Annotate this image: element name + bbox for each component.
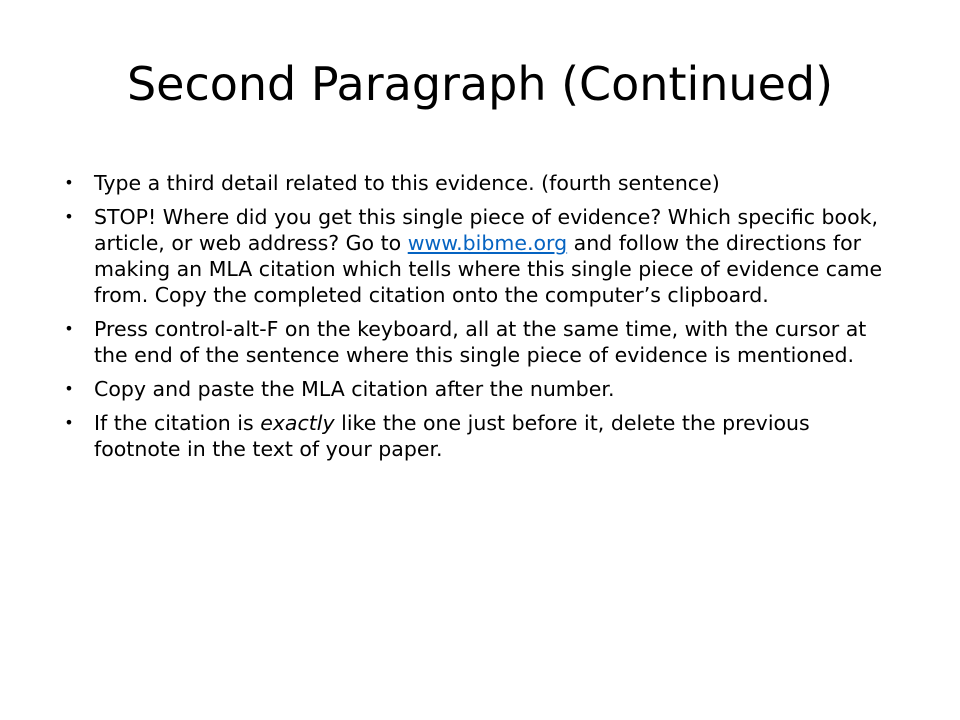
bullet-item-3 (62, 316, 892, 368)
bullet-item-2 (62, 204, 892, 308)
bullet-text: Copy and paste the MLA citation after the number. (94, 377, 615, 401)
bullet-icon: • (64, 173, 74, 192)
bullet-list (62, 170, 892, 470)
bullet-icon: • (64, 207, 74, 226)
bullet-icon: • (64, 379, 74, 398)
emphasized-word: exactly (260, 411, 335, 435)
bullet-icon: • (64, 413, 74, 432)
slide-title: Second Paragraph (Continued) (126, 57, 834, 111)
bullet-text: Press control-alt-F on the keyboard, all at the same time, with the cursor at the end of the sentence where this single piece of evidence is mentioned. (94, 317, 867, 367)
bullet-text-after-link: and follow the directions for making an MLA citation which tells where this single piece of evidence came from. Copy the completed citation onto the computer’s clipboard. (94, 231, 883, 307)
bullet-item-1 (62, 170, 892, 196)
bullet-item-5 (62, 410, 892, 462)
bullet-item-4 (62, 376, 892, 402)
bibme-link[interactable]: www.bibme.org (407, 231, 568, 255)
bullet-text: Type a third detail related to this evidence. (fourth sentence) (94, 171, 720, 195)
bullet-text-after-emphasis: like the one just before it, delete the previous footnote in the text of your paper. (94, 411, 810, 461)
bullet-icon: • (64, 319, 74, 338)
bullet-text-before-link: STOP! Where did you get this single piece of evidence? Which specific book, article, or web address? Go to (94, 205, 879, 255)
bullet-text-before-emphasis: If the citation is (94, 411, 261, 435)
